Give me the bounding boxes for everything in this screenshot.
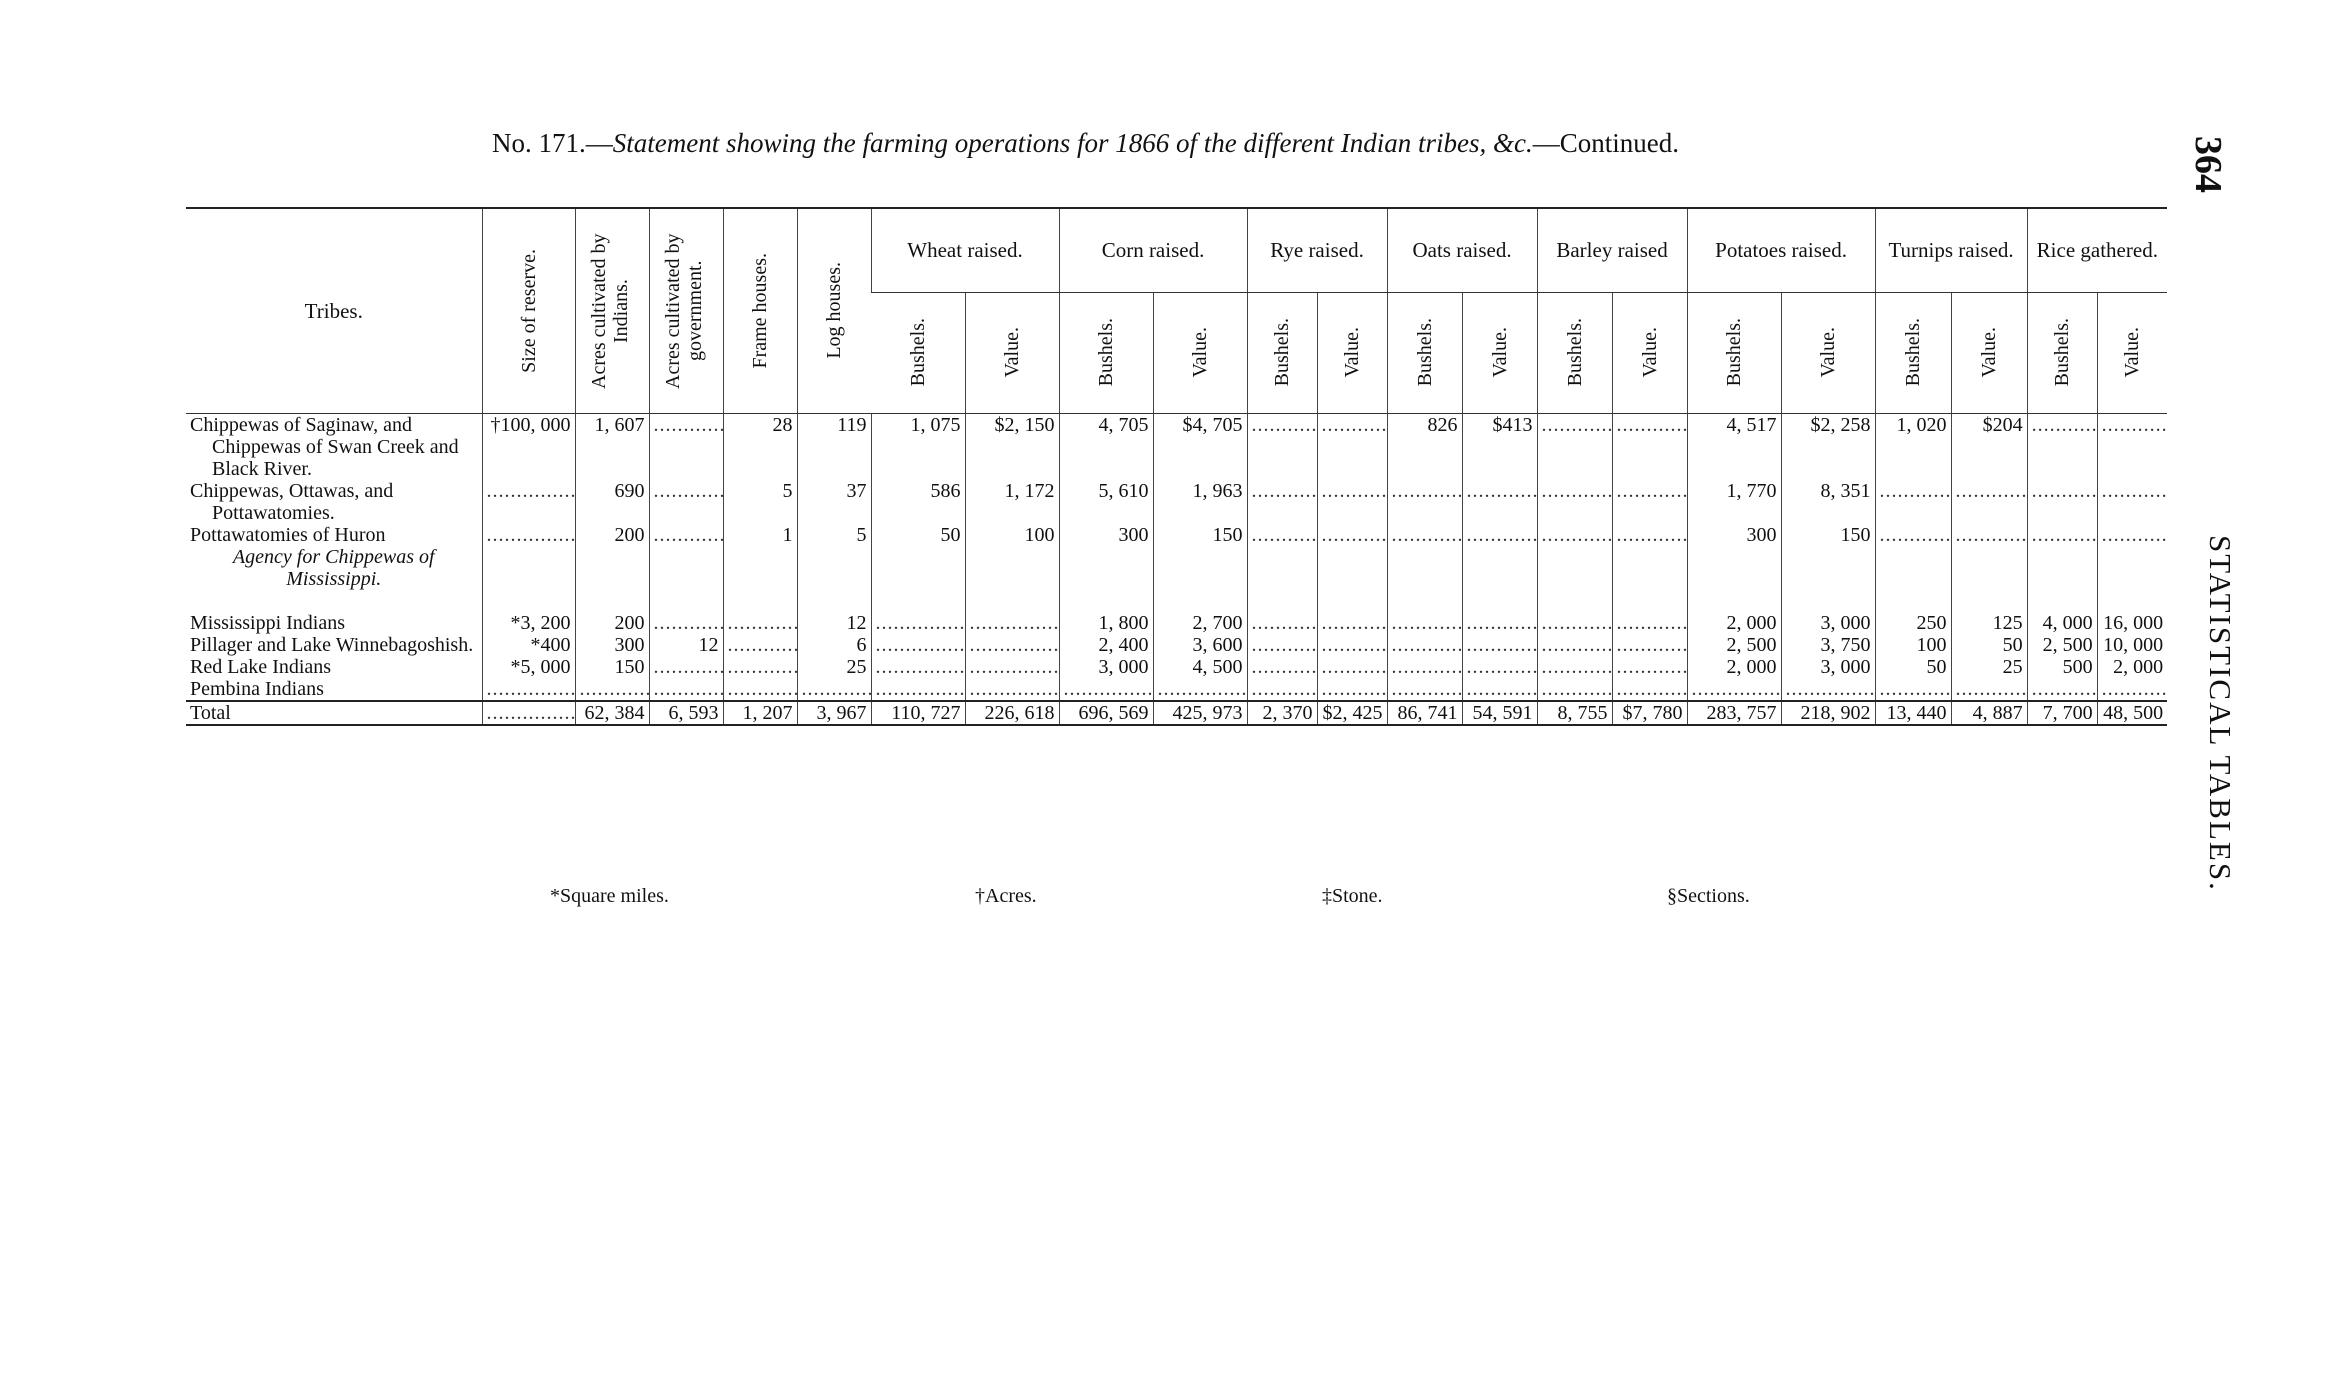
cell-reserve bbox=[482, 524, 575, 546]
cell-oats-b: 826 bbox=[1387, 413, 1462, 480]
cell-rice-b bbox=[2027, 524, 2097, 546]
subheader-rye-bushels: Bushels. bbox=[1247, 292, 1317, 413]
cell-corn-v: 2, 700 bbox=[1153, 612, 1247, 634]
table-row bbox=[186, 480, 2167, 524]
cell-oats-v bbox=[1462, 656, 1537, 678]
cell-turn-v: 50 bbox=[1951, 634, 2027, 656]
cell-wheat-v: $2, 150 bbox=[965, 413, 1059, 480]
cell-rice-b: 7, 700 bbox=[2027, 701, 2097, 725]
cell-pot-b: 4, 517 bbox=[1687, 413, 1781, 480]
subheader-oats-bushels: Bushels. bbox=[1387, 292, 1462, 413]
cell-rye-b bbox=[1247, 678, 1317, 701]
cell-corn-b: 696, 569 bbox=[1059, 701, 1153, 725]
header-log-houses: Log houses. bbox=[797, 208, 871, 413]
cell-rye-b bbox=[1247, 634, 1317, 656]
cell-oats-b bbox=[1387, 656, 1462, 678]
subheader-rice-value: Value. bbox=[2097, 292, 2167, 413]
cell-frame: 28 bbox=[723, 413, 797, 480]
cell-turn-b bbox=[1875, 678, 1951, 701]
cell-rye-v bbox=[1317, 413, 1387, 480]
cell-wheat-b: 586 bbox=[871, 480, 965, 524]
cell-barley-b bbox=[1537, 524, 1612, 546]
cell-acres-gov bbox=[649, 524, 723, 546]
cell-acres-gov: 12 bbox=[649, 634, 723, 656]
cell-oats-b bbox=[1387, 634, 1462, 656]
cell-wheat-v: 1, 172 bbox=[965, 480, 1059, 524]
cell-acres-gov bbox=[649, 413, 723, 480]
subheader-wheat-value: Value. bbox=[965, 292, 1059, 413]
cell-rice-b bbox=[2027, 480, 2097, 524]
cell-wheat-v bbox=[965, 656, 1059, 678]
cell-oats-v bbox=[1462, 524, 1537, 546]
cell-reserve bbox=[482, 480, 575, 524]
cell-frame bbox=[723, 656, 797, 678]
cell-rye-v bbox=[1317, 524, 1387, 546]
cell-pot-v: 8, 351 bbox=[1781, 480, 1875, 524]
tribe-name-cell: Pottawatomies of Huron bbox=[190, 523, 386, 546]
cell-corn-b: 4, 705 bbox=[1059, 413, 1153, 480]
footnote-square-miles: *Square miles. bbox=[550, 885, 669, 907]
cell-reserve: *400 bbox=[482, 634, 575, 656]
cell-corn-b: 5, 610 bbox=[1059, 480, 1153, 524]
cell-frame bbox=[723, 612, 797, 634]
cell-corn-b: 1, 800 bbox=[1059, 612, 1153, 634]
page-title bbox=[492, 128, 1912, 159]
cell-pot-v: 3, 000 bbox=[1781, 656, 1875, 678]
cell-pot-b: 1, 770 bbox=[1687, 480, 1781, 524]
header-acres-indians: Acres cultivated by Indians. bbox=[575, 208, 649, 413]
cell-pot-v: 150 bbox=[1781, 524, 1875, 546]
cell-rye-v bbox=[1317, 656, 1387, 678]
subheader-wheat-bushels: Bushels. bbox=[871, 292, 965, 413]
cell-barley-b: 8, 755 bbox=[1537, 701, 1612, 725]
cell-pot-b bbox=[1687, 678, 1781, 701]
cell-barley-v bbox=[1612, 480, 1687, 524]
header-size-of-reserve: Size of reserve. bbox=[482, 208, 575, 413]
cell-barley-b bbox=[1537, 413, 1612, 480]
cell-oats-v bbox=[1462, 612, 1537, 634]
cell-rye-b bbox=[1247, 656, 1317, 678]
cell-turn-b bbox=[1875, 480, 1951, 524]
cell-oats-v: 54, 591 bbox=[1462, 701, 1537, 725]
cell-log: 37 bbox=[797, 480, 871, 524]
cell-barley-v bbox=[1612, 656, 1687, 678]
cell-rice-b: 4, 000 bbox=[2027, 612, 2097, 634]
table-row bbox=[186, 524, 2167, 546]
cell-oats-v: $413 bbox=[1462, 413, 1537, 480]
cell-corn-v: 150 bbox=[1153, 524, 1247, 546]
cell-oats-b bbox=[1387, 678, 1462, 701]
header-corn: Corn raised. bbox=[1059, 208, 1247, 292]
cell-acres-ind: 62, 384 bbox=[575, 701, 649, 725]
running-head: STATISTICAL TABLES. bbox=[2203, 535, 2238, 892]
cell-rye-b bbox=[1247, 612, 1317, 634]
agency-heading: Agency for Chippewas of Mississippi. bbox=[232, 545, 435, 590]
cell-barley-b bbox=[1537, 678, 1612, 701]
subheader-potatoes-bushels: Bushels. bbox=[1687, 292, 1781, 413]
cell-wheat-v bbox=[965, 634, 1059, 656]
cell-rice-v bbox=[2097, 524, 2167, 546]
cell-oats-v bbox=[1462, 480, 1537, 524]
subheader-potatoes-value: Value. bbox=[1781, 292, 1875, 413]
cell-rice-b: 2, 500 bbox=[2027, 634, 2097, 656]
cell-pot-b: 2, 000 bbox=[1687, 656, 1781, 678]
header-frame-houses: Frame houses. bbox=[723, 208, 797, 413]
title-suffix: —Continued. bbox=[1532, 128, 1679, 158]
cell-rice-b: 500 bbox=[2027, 656, 2097, 678]
cell-pot-v: $2, 258 bbox=[1781, 413, 1875, 480]
title-italic: Statement showing the farming operations for 1866 of the different Indian tribes, &c. bbox=[612, 128, 1533, 158]
cell-rye-v bbox=[1317, 612, 1387, 634]
cell-reserve: *3, 200 bbox=[482, 612, 575, 634]
cell-wheat-b: 1, 075 bbox=[871, 413, 965, 480]
cell-wheat-v: 100 bbox=[965, 524, 1059, 546]
cell-acres-gov bbox=[649, 612, 723, 634]
cell-frame bbox=[723, 678, 797, 701]
cell-acres-ind: 690 bbox=[575, 480, 649, 524]
tribe-name-cell: Red Lake Indians bbox=[190, 655, 332, 678]
cell-pot-v bbox=[1781, 678, 1875, 701]
cell-rice-b bbox=[2027, 413, 2097, 480]
cell-log: 25 bbox=[797, 656, 871, 678]
cell-acres-gov: 6, 593 bbox=[649, 701, 723, 725]
subheader-corn-value: Value. bbox=[1153, 292, 1247, 413]
cell-pot-b: 300 bbox=[1687, 524, 1781, 546]
cell-turn-b: 50 bbox=[1875, 656, 1951, 678]
cell-turn-b bbox=[1875, 524, 1951, 546]
table-row bbox=[186, 413, 2167, 480]
cell-rye-b bbox=[1247, 480, 1317, 524]
cell-pot-b: 283, 757 bbox=[1687, 701, 1781, 725]
cell-rice-v: 48, 500 bbox=[2097, 701, 2167, 725]
cell-oats-b: 86, 741 bbox=[1387, 701, 1462, 725]
cell-rice-v: 2, 000 bbox=[2097, 656, 2167, 678]
header-potatoes: Potatoes raised. bbox=[1687, 208, 1875, 292]
cell-barley-v bbox=[1612, 524, 1687, 546]
cell-turn-v: 25 bbox=[1951, 656, 2027, 678]
header-wheat: Wheat raised. bbox=[871, 208, 1059, 292]
cell-rice-v: 16, 000 bbox=[2097, 612, 2167, 634]
cell-wheat-b: 50 bbox=[871, 524, 965, 546]
cell-wheat-b bbox=[871, 634, 965, 656]
header-oats: Oats raised. bbox=[1387, 208, 1537, 292]
cell-corn-b: 3, 000 bbox=[1059, 656, 1153, 678]
cell-barley-v bbox=[1612, 678, 1687, 701]
cell-wheat-v: 226, 618 bbox=[965, 701, 1059, 725]
cell-log bbox=[797, 678, 871, 701]
cell-turn-v: 125 bbox=[1951, 612, 2027, 634]
cell-barley-v: $7, 780 bbox=[1612, 701, 1687, 725]
subheader-oats-value: Value. bbox=[1462, 292, 1537, 413]
tribe-name-cell: Chippewas, Ottawas, and Pottawatomies. bbox=[190, 479, 394, 524]
tribe-name-cell: Pillager and Lake Winnebagoshish. bbox=[190, 633, 474, 656]
cell-corn-b: 2, 400 bbox=[1059, 634, 1153, 656]
subheader-rye-value: Value. bbox=[1317, 292, 1387, 413]
subheader-barley-value: Value. bbox=[1612, 292, 1687, 413]
cell-acres-ind: 200 bbox=[575, 524, 649, 546]
cell-pot-b: 2, 500 bbox=[1687, 634, 1781, 656]
table-header-row bbox=[186, 208, 2167, 292]
cell-turn-v bbox=[1951, 524, 2027, 546]
cell-turn-b: 250 bbox=[1875, 612, 1951, 634]
cell-reserve bbox=[482, 678, 575, 701]
cell-corn-v: 3, 600 bbox=[1153, 634, 1247, 656]
cell-acres-ind: 300 bbox=[575, 634, 649, 656]
cell-rye-b bbox=[1247, 524, 1317, 546]
cell-acres-gov bbox=[649, 656, 723, 678]
farming-operations-table bbox=[186, 207, 2167, 726]
cell-log: 3, 967 bbox=[797, 701, 871, 725]
cell-rice-v: 10, 000 bbox=[2097, 634, 2167, 656]
cell-rye-b: 2, 370 bbox=[1247, 701, 1317, 725]
cell-wheat-b: 110, 727 bbox=[871, 701, 965, 725]
cell-barley-v bbox=[1612, 612, 1687, 634]
cell-log: 12 bbox=[797, 612, 871, 634]
cell-corn-v: $4, 705 bbox=[1153, 413, 1247, 480]
cell-turn-v bbox=[1951, 678, 2027, 701]
cell-acres-ind: 200 bbox=[575, 612, 649, 634]
cell-log: 5 bbox=[797, 524, 871, 546]
subheader-barley-bushels: Bushels. bbox=[1537, 292, 1612, 413]
footnote-acres: †Acres. bbox=[975, 885, 1037, 907]
cell-barley-b bbox=[1537, 656, 1612, 678]
header-barley: Barley raised bbox=[1537, 208, 1687, 292]
cell-rice-v bbox=[2097, 413, 2167, 480]
cell-wheat-v bbox=[965, 678, 1059, 701]
cell-corn-v: 4, 500 bbox=[1153, 656, 1247, 678]
cell-barley-v bbox=[1612, 634, 1687, 656]
cell-log: 119 bbox=[797, 413, 871, 480]
cell-pot-v: 218, 902 bbox=[1781, 701, 1875, 725]
cell-oats-b bbox=[1387, 612, 1462, 634]
footnote-stone: ‡Stone. bbox=[1322, 885, 1383, 907]
table-row bbox=[186, 678, 2167, 701]
cell-barley-v bbox=[1612, 413, 1687, 480]
cell-pot-b: 2, 000 bbox=[1687, 612, 1781, 634]
footnote-sections: §Sections. bbox=[1667, 885, 1750, 907]
table-row bbox=[186, 612, 2167, 634]
header-rye: Rye raised. bbox=[1247, 208, 1387, 292]
cell-reserve bbox=[482, 701, 575, 725]
cell-rye-b bbox=[1247, 413, 1317, 480]
cell-acres-ind bbox=[575, 678, 649, 701]
cell-rice-b bbox=[2027, 678, 2097, 701]
cell-turn-b: 100 bbox=[1875, 634, 1951, 656]
cell-rye-v bbox=[1317, 634, 1387, 656]
subheader-rice-bushels: Bushels. bbox=[2027, 292, 2097, 413]
tribe-name-cell: Chippewas of Saginaw, and Chippewas of Swan Creek and Black River. bbox=[190, 413, 459, 480]
cell-turn-v: 4, 887 bbox=[1951, 701, 2027, 725]
cell-barley-b bbox=[1537, 634, 1612, 656]
cell-rye-v bbox=[1317, 480, 1387, 524]
cell-frame: 1, 207 bbox=[723, 701, 797, 725]
cell-rice-v bbox=[2097, 480, 2167, 524]
subheader-turnips-bushels: Bushels. bbox=[1875, 292, 1951, 413]
cell-turn-v: $204 bbox=[1951, 413, 2027, 480]
tribe-name-cell: Pembina Indians bbox=[186, 678, 482, 701]
cell-corn-v: 425, 973 bbox=[1153, 701, 1247, 725]
cell-reserve: †100, 000 bbox=[482, 413, 575, 480]
header-turnips: Turnips raised. bbox=[1875, 208, 2027, 292]
cell-frame: 1 bbox=[723, 524, 797, 546]
table-row bbox=[186, 634, 2167, 656]
cell-frame: 5 bbox=[723, 480, 797, 524]
cell-corn-v bbox=[1153, 678, 1247, 701]
cell-acres-gov bbox=[649, 678, 723, 701]
cell-oats-b bbox=[1387, 480, 1462, 524]
cell-oats-v bbox=[1462, 634, 1537, 656]
subheader-turnips-value: Value. bbox=[1951, 292, 2027, 413]
cell-wheat-v bbox=[965, 612, 1059, 634]
page-number: 364 bbox=[2187, 136, 2229, 193]
cell-turn-v bbox=[1951, 480, 2027, 524]
header-tribes: Tribes. bbox=[186, 208, 482, 413]
cell-pot-v: 3, 750 bbox=[1781, 634, 1875, 656]
tribe-name-cell: Total bbox=[186, 701, 482, 725]
cell-acres-ind: 1, 607 bbox=[575, 413, 649, 480]
cell-corn-b bbox=[1059, 678, 1153, 701]
agency-heading-row bbox=[186, 546, 2167, 612]
tribe-name-cell: Mississippi Indians bbox=[190, 611, 346, 634]
cell-acres-gov bbox=[649, 480, 723, 524]
cell-barley-b bbox=[1537, 480, 1612, 524]
cell-log: 6 bbox=[797, 634, 871, 656]
cell-turn-b: 13, 440 bbox=[1875, 701, 1951, 725]
cell-pot-v: 3, 000 bbox=[1781, 612, 1875, 634]
cell-oats-b bbox=[1387, 524, 1462, 546]
cell-wheat-b bbox=[871, 612, 965, 634]
cell-rice-v bbox=[2097, 678, 2167, 701]
cell-barley-b bbox=[1537, 612, 1612, 634]
cell-rye-v bbox=[1317, 678, 1387, 701]
cell-wheat-b bbox=[871, 656, 965, 678]
title-prefix: No. 171.— bbox=[492, 128, 613, 158]
cell-oats-v bbox=[1462, 678, 1537, 701]
cell-frame bbox=[723, 634, 797, 656]
cell-turn-b: 1, 020 bbox=[1875, 413, 1951, 480]
header-rice: Rice gathered. bbox=[2027, 208, 2167, 292]
table-row bbox=[186, 656, 2167, 678]
cell-corn-b: 300 bbox=[1059, 524, 1153, 546]
cell-acres-ind: 150 bbox=[575, 656, 649, 678]
total-row bbox=[186, 701, 2167, 725]
cell-corn-v: 1, 963 bbox=[1153, 480, 1247, 524]
header-acres-government: Acres cultivated by government. bbox=[649, 208, 723, 413]
subheader-corn-bushels: Bushels. bbox=[1059, 292, 1153, 413]
cell-wheat-b bbox=[871, 678, 965, 701]
cell-rye-v: $2, 425 bbox=[1317, 701, 1387, 725]
cell-reserve: *5, 000 bbox=[482, 656, 575, 678]
